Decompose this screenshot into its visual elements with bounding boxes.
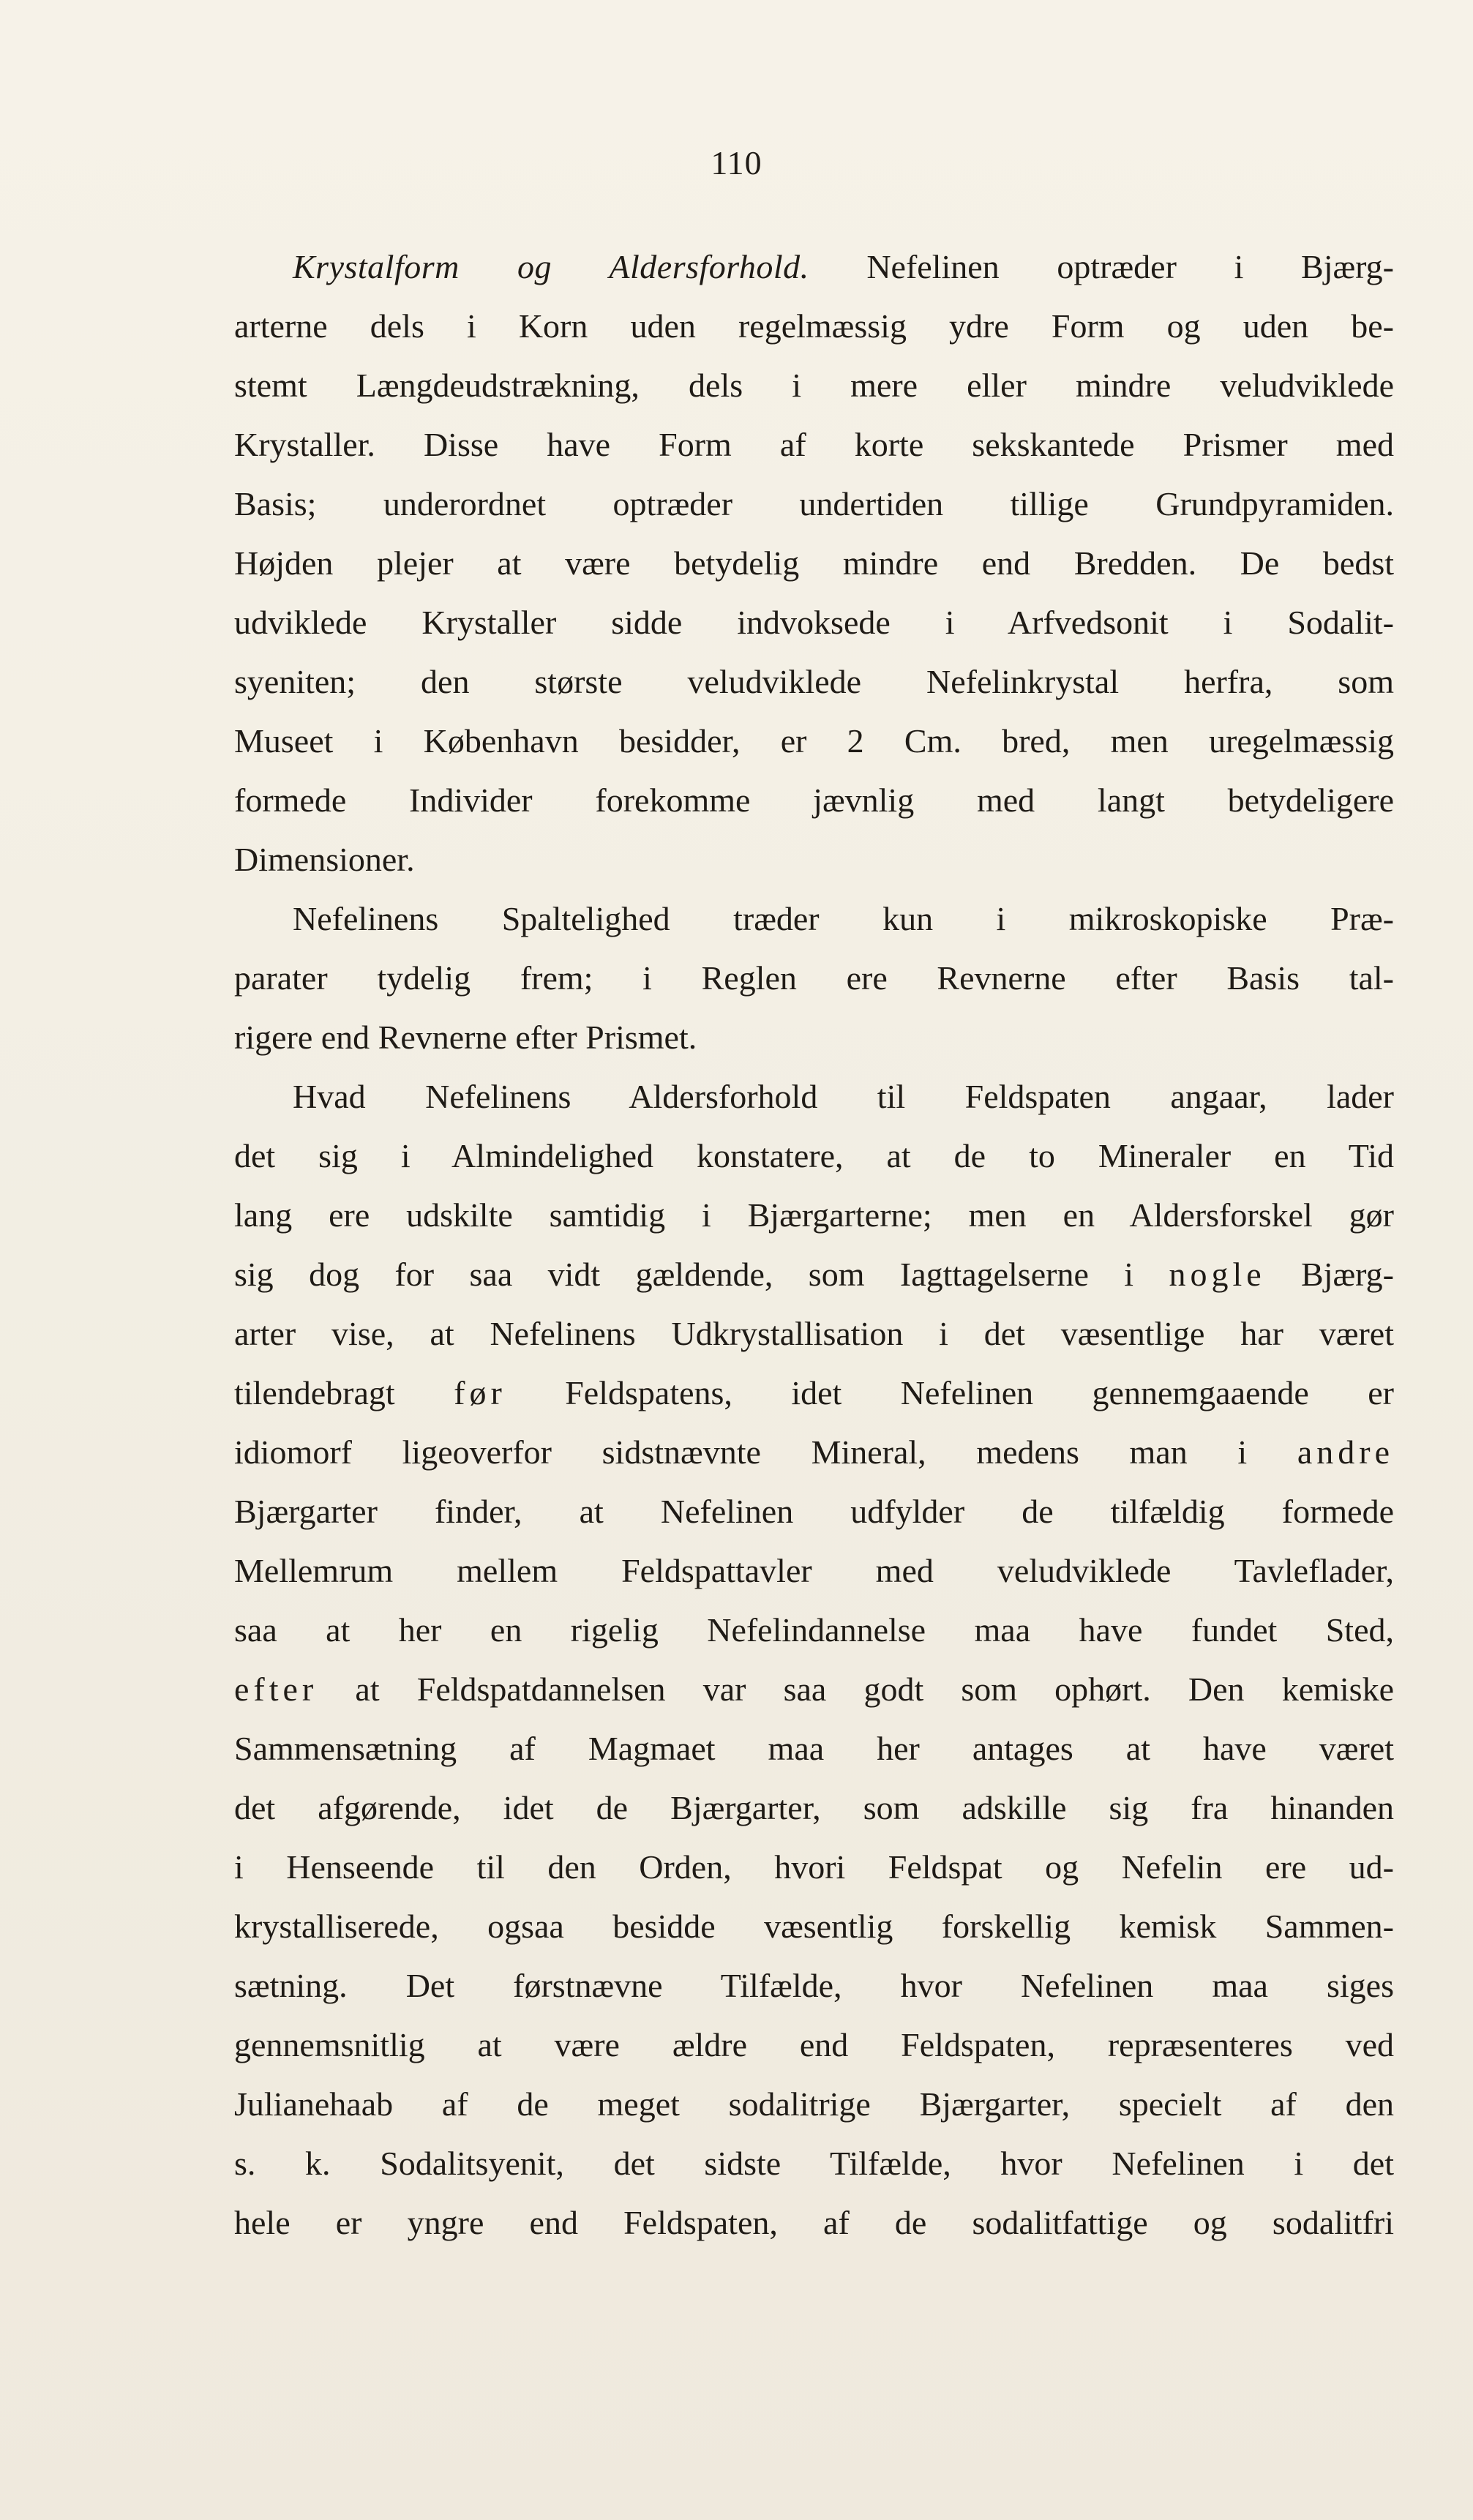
text-line: Hvad Nefelinens Aldersforhold til Feldspaten angaar, lader (293, 1078, 1394, 1115)
text-line: Krystaller. Disse have Form af korte sekskantede Prismer med (234, 426, 1394, 463)
page-number: 110 (711, 144, 762, 181)
text-line: Julianehaab af de meget sodalitrige Bjærgarter, specielt af den (234, 2085, 1394, 2123)
text-line: Højden plejer at være betydelig mindre end Bredden. De bedst (234, 544, 1394, 582)
text-line: Basis; underordnet optræder undertiden tillige Grundpyramiden. (234, 485, 1394, 522)
body-text (234, 237, 1394, 2252)
text-line: hele er yngre end Feldspaten, af de sodalitfattige og sodalitfri (234, 2204, 1394, 2241)
text-line: krystalliserede, ogsaa besidde væsentlig forskellig kemisk Sammen- (234, 1908, 1394, 1945)
text-line: gennemsnitlig at være ældre end Feldspaten, repræsenteres ved (234, 2026, 1394, 2063)
text-line: syeniten; den største veludviklede Nefelinkrystal herfra, som (234, 663, 1394, 700)
text-line: det afgørende, idet de Bjærgarter, som adskille sig fra hinanden (234, 1789, 1394, 1826)
text-line (234, 1245, 1394, 1304)
text-line: Museet i København besidder, er 2 Cm. bred, men uregelmæssig (234, 722, 1394, 760)
text-line (234, 1363, 1394, 1422)
text-line: lang ere udskilte samtidig i Bjærgarterne; men en Aldersforskel gør (234, 1196, 1394, 1234)
text-line: arterne dels i Korn uden regelmæssig ydre Form og uden be- (234, 307, 1394, 345)
text-line: sætning. Det førstnævne Tilfælde, hvor Nefelinen maa siges (234, 1967, 1394, 2004)
text-line: formede Individer forekomme jævnlig med langt betydeligere (234, 781, 1394, 819)
text-line (234, 237, 1394, 296)
text-line: det sig i Almindelighed konstatere, at de to Mineraler en Tid (234, 1137, 1394, 1174)
text-run: idiomorf ligeoverfor sidstnævnte Mineral, medens man i (234, 1433, 1297, 1471)
text-line: Bjærgarter finder, at Nefelinen udfylder de tilfældig formede (234, 1493, 1394, 1530)
emphasis-spaced: før (454, 1374, 506, 1411)
section-heading: Krystalform og Aldersforhold. (293, 248, 809, 285)
text-line (234, 1660, 1394, 1719)
text-run: Bjærg- (1265, 1256, 1394, 1293)
text-line: saa at her en rigelig Nefelindannelse maa have fundet Sted, (234, 1611, 1394, 1649)
text-line: s. k. Sodalitsyenit, det sidste Tilfælde, hvor Nefelinen i det (234, 2145, 1394, 2182)
text-run: at Feldspatdannelsen var saa godt som ophørt. Den kemiske (318, 1670, 1394, 1708)
text-line: parater tydelig frem; i Reglen ere Revnerne efter Basis tal- (234, 959, 1394, 997)
text-run: Nefelinen optræder i Bjærg- (809, 248, 1394, 285)
text-line: udviklede Krystaller sidde indvoksede i Arfvedsonit i Sodalit- (234, 604, 1394, 641)
text-run: tilendebragt (234, 1374, 454, 1411)
text-line: Sammensætning af Magmaet maa her antages at have været (234, 1730, 1394, 1767)
text-line: stemt Længdeudstrækning, dels i mere eller mindre veludviklede (234, 367, 1394, 404)
emphasis-spaced: andre (1297, 1433, 1394, 1471)
text-line: Nefelinens Spaltelighed træder kun i mikroskopiske Præ- (293, 900, 1394, 937)
text-run: sig dog for saa vidt gældende, som Iagttagelserne i (234, 1256, 1169, 1293)
emphasis-spaced: nogle (1169, 1256, 1266, 1293)
text-line (234, 1422, 1394, 1482)
text-line: rigere end Revnerne efter Prismet. (234, 1019, 697, 1056)
emphasis-spaced: efter (234, 1670, 318, 1708)
text-run: Feldspatens, idet Nefelinen gennemgaaende er (506, 1374, 1394, 1411)
text-line: i Henseende til den Orden, hvori Feldspat og Nefelin ere ud- (234, 1848, 1394, 1886)
text-line: arter vise, at Nefelinens Udkrystallisation i det væsentlige har været (234, 1315, 1394, 1352)
text-line: Dimensioner. (234, 841, 415, 878)
text-line: Mellemrum mellem Feldspattavler med veludviklede Tavleflader, (234, 1552, 1394, 1589)
